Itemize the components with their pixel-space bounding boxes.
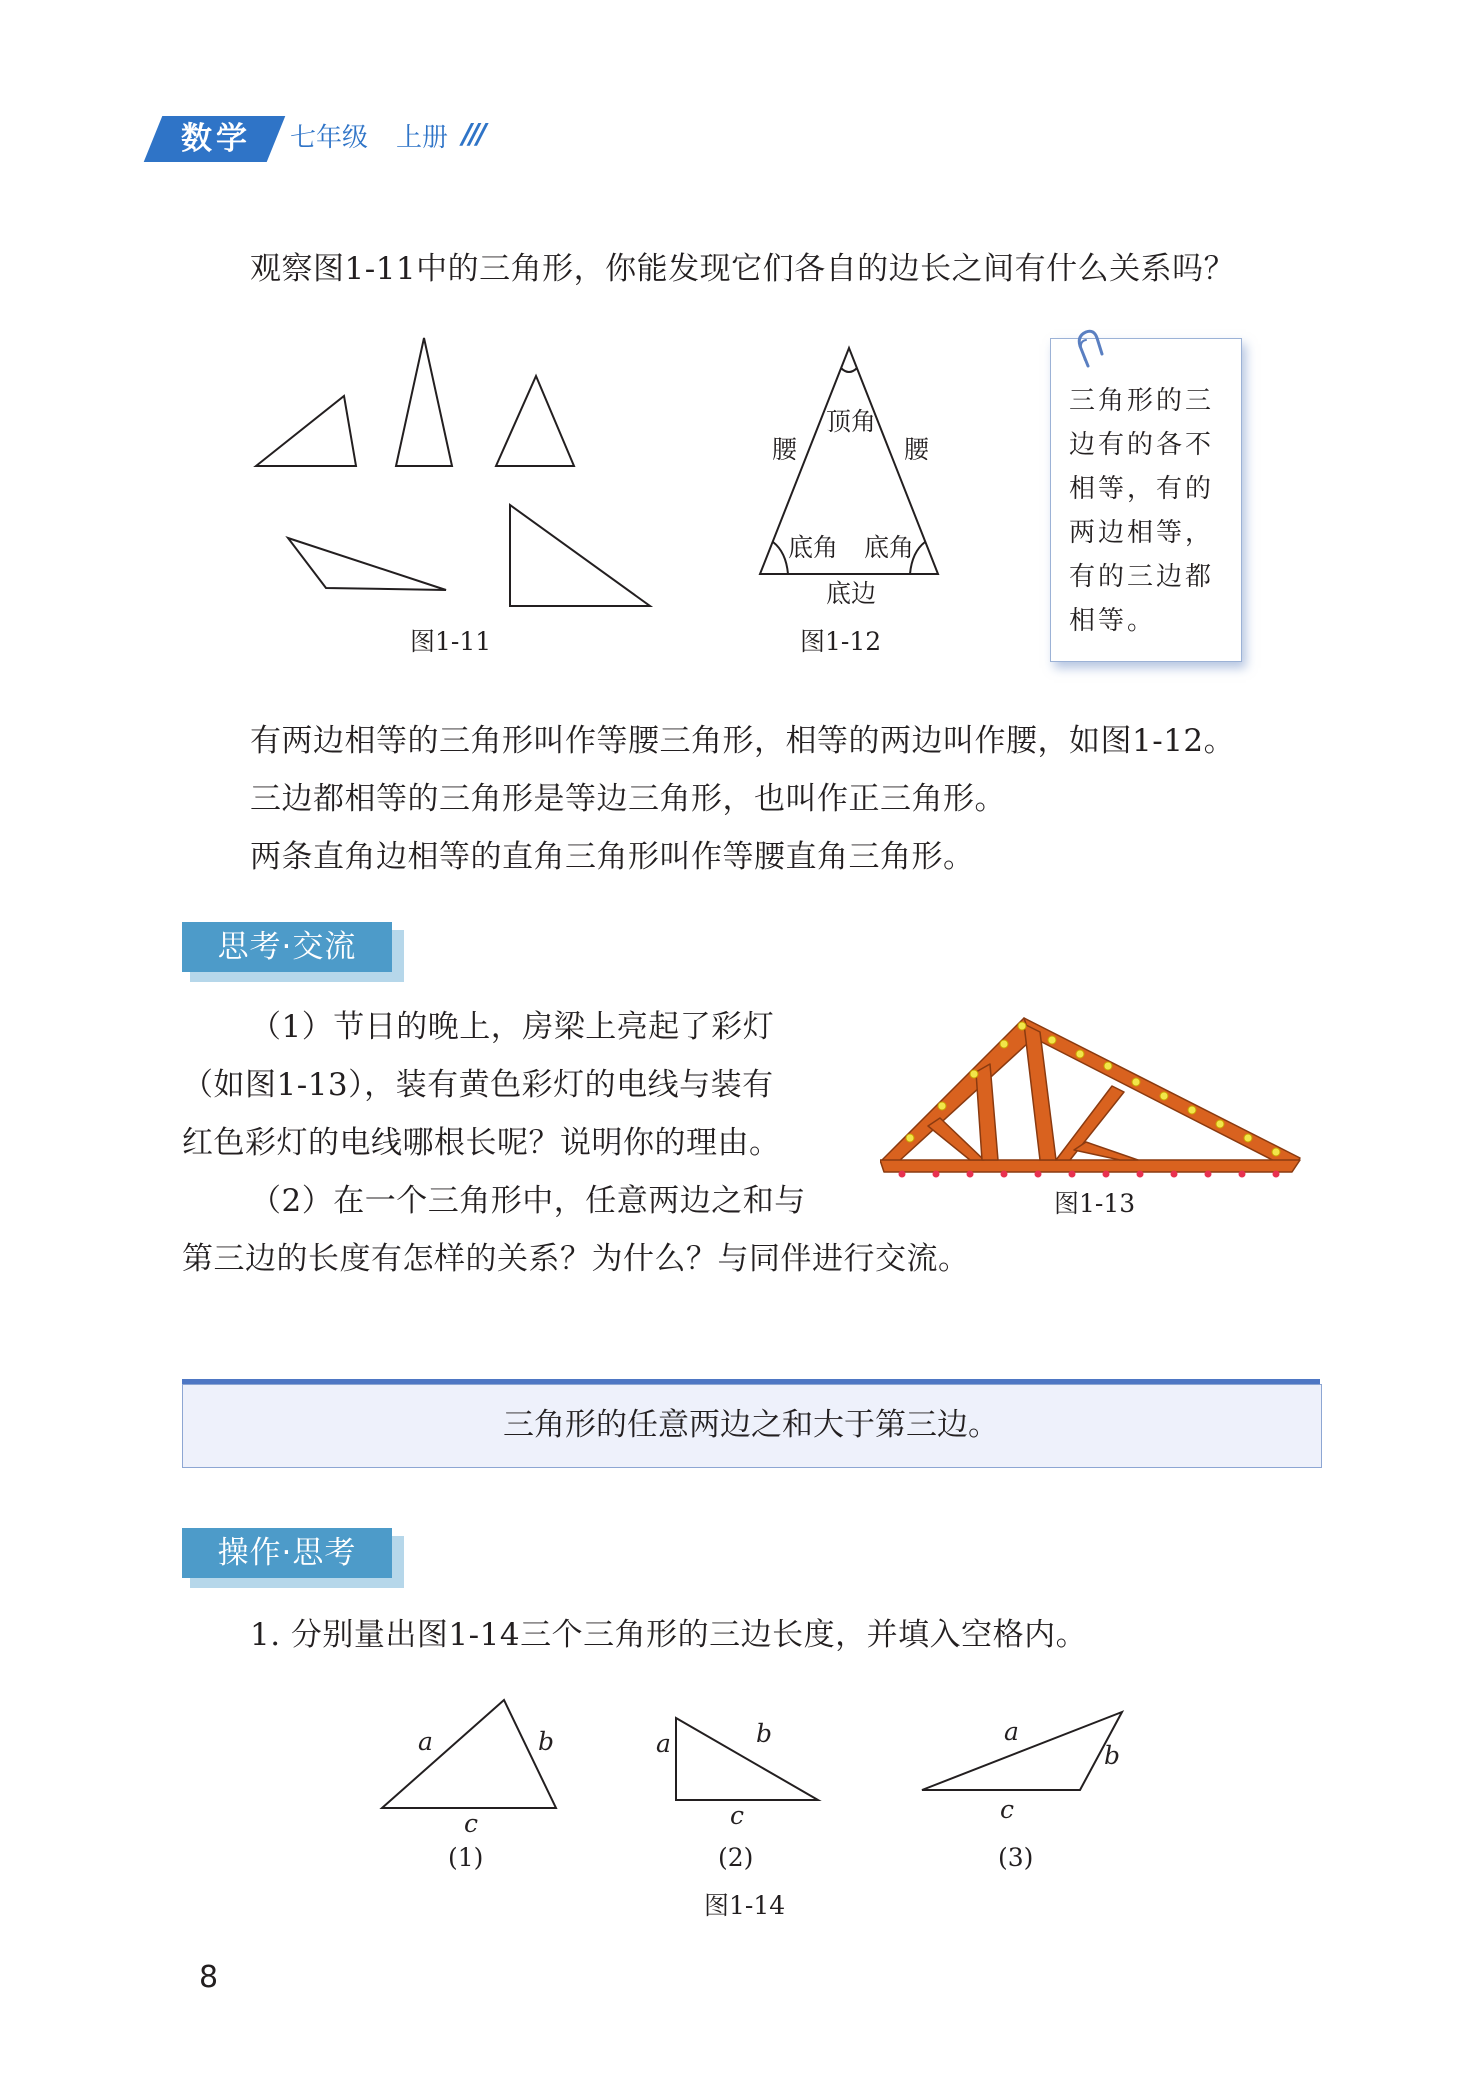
tri-3-label: (3) (998, 1843, 1034, 1872)
right-leg-label: 腰 (904, 435, 930, 464)
fig-1-11-triangle-1 (256, 396, 356, 466)
fig-1-14-triangle-3 (922, 1712, 1122, 1790)
paperclip-icon (1074, 326, 1104, 370)
definition-isosceles: 有两边相等的三角形叫作等腰三角形，相等的两边叫作腰，如图1-12。 (250, 723, 1236, 759)
tri-3-side-a: a (1004, 1717, 1019, 1746)
fig-1-14-triangle-2 (676, 1718, 818, 1800)
think-discuss-line: （如图1-13），装有黄色彩灯的电线与装有 (182, 1067, 774, 1103)
tri-1-side-c: c (464, 1809, 479, 1838)
tri-2-side-a: a (656, 1729, 671, 1758)
base-label: 底边 (826, 579, 877, 608)
sticky-note-line: 边有的各不 (1069, 430, 1215, 460)
operate-think-item-1: 1. 分别量出图1-14三个三角形的三边长度，并填入空格内。 (250, 1617, 1088, 1653)
operate-think-badge (182, 1528, 400, 1584)
conclusion-text: 三角形的任意两边之和大于第三边。 (503, 1407, 999, 1443)
apex-angle-label: 顶角 (826, 407, 877, 436)
tri-3-side-c: c (1000, 1795, 1015, 1824)
fig-1-11-triangle-3 (496, 376, 574, 466)
truss-bottom-chord (880, 1160, 1300, 1172)
truss-strut-1 (928, 1118, 984, 1160)
think-discuss-line: 第三边的长度有怎样的关系？为什么？与同伴进行交流。 (182, 1241, 970, 1277)
figure-1-11 (240, 330, 680, 620)
grade-label: 七年级 (290, 123, 369, 153)
fig-1-11-triangle-4 (288, 538, 446, 590)
think-discuss-badge (182, 922, 400, 978)
sticky-note-line: 两边相等， (1069, 518, 1215, 548)
fig-1-14-triangle-1 (382, 1700, 556, 1808)
fig-1-12-caption: 图1-12 (800, 627, 882, 656)
left-base-angle-label: 底角 (788, 533, 839, 562)
truss-strut-2 (976, 1064, 998, 1160)
operate-think-badge-label: 操作·思考 (217, 1535, 357, 1571)
apex-angle-arc (841, 368, 857, 372)
definition-equilateral: 三边都相等的三角形是等边三角形，也叫作正三角形。 (250, 781, 1006, 817)
sticky-note-line: 相等。 (1069, 606, 1157, 636)
tri-2-label: (2) (718, 1843, 754, 1872)
sticky-note-line: 三角形的三 (1069, 386, 1215, 416)
intro-question: 观察图1-11中的三角形，你能发现它们各自的边长之间有什么关系吗？ (250, 251, 1236, 287)
figure-1-13-roof-truss (880, 1010, 1320, 1180)
figure-1-12 (740, 330, 970, 620)
left-base-angle-arc (773, 542, 788, 574)
fig-1-14-caption: 图1-14 (704, 1891, 786, 1920)
truss-strut-5 (1074, 1142, 1138, 1160)
fig-1-11-caption: 图1-11 (410, 627, 492, 656)
right-base-angle-label: 底角 (864, 533, 915, 562)
tri-2-side-b: b (756, 1719, 773, 1748)
tri-3-side-b: b (1104, 1741, 1121, 1770)
figure-1-14 (370, 1690, 1140, 1830)
definition-isosceles-right: 两条直角边相等的直角三角形叫作等腰直角三角形。 (250, 839, 975, 875)
sticky-note-line: 相等，有的 (1069, 474, 1215, 504)
think-discuss-line: （2）在一个三角形中，任意两边之和与 (250, 1183, 806, 1219)
page-number: 8 (199, 1960, 219, 1995)
think-discuss-line: （1）节日的晚上，房梁上亮起了彩灯 (250, 1009, 775, 1045)
tri-1-side-a: a (418, 1727, 433, 1756)
sticky-note-line: 有的三边都 (1069, 562, 1215, 592)
think-discuss-line: 红色彩灯的电线哪根长呢？说明你的理由。 (182, 1125, 781, 1161)
fig-1-13-caption: 图1-13 (1054, 1189, 1136, 1218)
volume-label: 上册 (396, 123, 449, 153)
tri-2-side-c: c (730, 1801, 745, 1830)
subject-title: 数学 (181, 121, 251, 157)
fig-1-11-triangle-5 (510, 505, 650, 606)
think-discuss-badge-label: 思考·交流 (217, 929, 357, 965)
sticky-note (1050, 338, 1242, 662)
left-leg-label: 腰 (772, 435, 798, 464)
fig-1-11-triangle-2 (396, 338, 452, 466)
tri-1-side-b: b (538, 1727, 555, 1756)
tri-1-label: (1) (448, 1843, 484, 1872)
header-slashes-decoration: /// (462, 117, 484, 150)
